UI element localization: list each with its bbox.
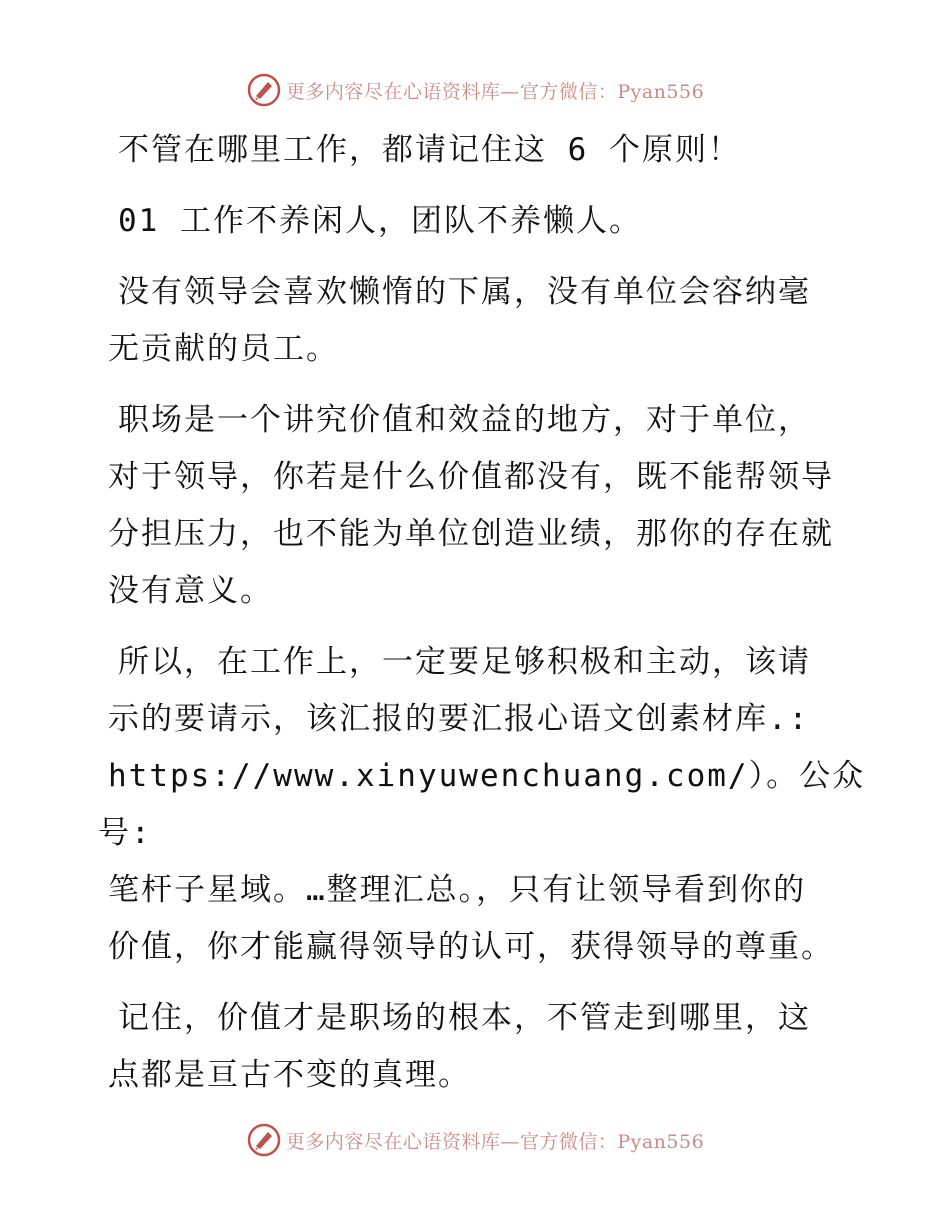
banner-text: 更多内容尽在心语资料库—官方微信：Pyan556 xyxy=(285,80,705,103)
paragraph xyxy=(98,122,868,179)
text-line: 职场是一个讲究价值和效益的地方，对于单位， xyxy=(118,402,811,438)
paragraph xyxy=(98,264,868,378)
pen-seal-icon xyxy=(246,1122,282,1158)
text-line: https://www.xinyuwenchuang.com/）。公众号: xyxy=(98,758,866,851)
text-line: 所以，在工作上，一定要足够积极和主动，该请 xyxy=(118,644,811,680)
text-line: 价值，你才能赢得领导的认可，获得领导的尊重。 xyxy=(108,929,834,965)
text-line: 笔杆子星域。…整理汇总。，只有让领导看到你的 xyxy=(108,872,807,908)
paragraph xyxy=(98,990,868,1104)
text-line: 不管在哪里工作，都请记住这 6 个原则！ xyxy=(118,132,741,168)
text-line: 没有意义。 xyxy=(108,573,273,609)
text-line: 示的要请示，该汇报的要汇报心语文创素材库.: xyxy=(108,701,810,737)
header-banner xyxy=(0,70,950,110)
paragraph xyxy=(98,634,868,976)
text-line: 对于领导，你若是什么价值都没有，既不能帮领导 xyxy=(108,459,834,495)
footer-banner xyxy=(0,1120,950,1160)
text-line: 01 工作不养闲人，团队不养懒人。 xyxy=(118,203,642,239)
text-line: 没有领导会喜欢懒惰的下属，没有单位会容纳毫 xyxy=(118,274,811,310)
paragraph xyxy=(98,193,868,250)
pen-seal-icon xyxy=(246,72,282,108)
banner-text: 更多内容尽在心语资料库—官方微信：Pyan556 xyxy=(285,1130,705,1153)
text-line: 无贡献的员工。 xyxy=(108,331,339,367)
text-line: 分担压力，也不能为单位创造业绩，那你的存在就 xyxy=(108,516,834,552)
text-line: 记住，价值才是职场的根本，不管走到哪里，这 xyxy=(118,1000,811,1036)
paragraph xyxy=(98,392,868,620)
article-body xyxy=(98,122,868,1118)
text-line: 点都是亘古不变的真理。 xyxy=(108,1057,471,1093)
